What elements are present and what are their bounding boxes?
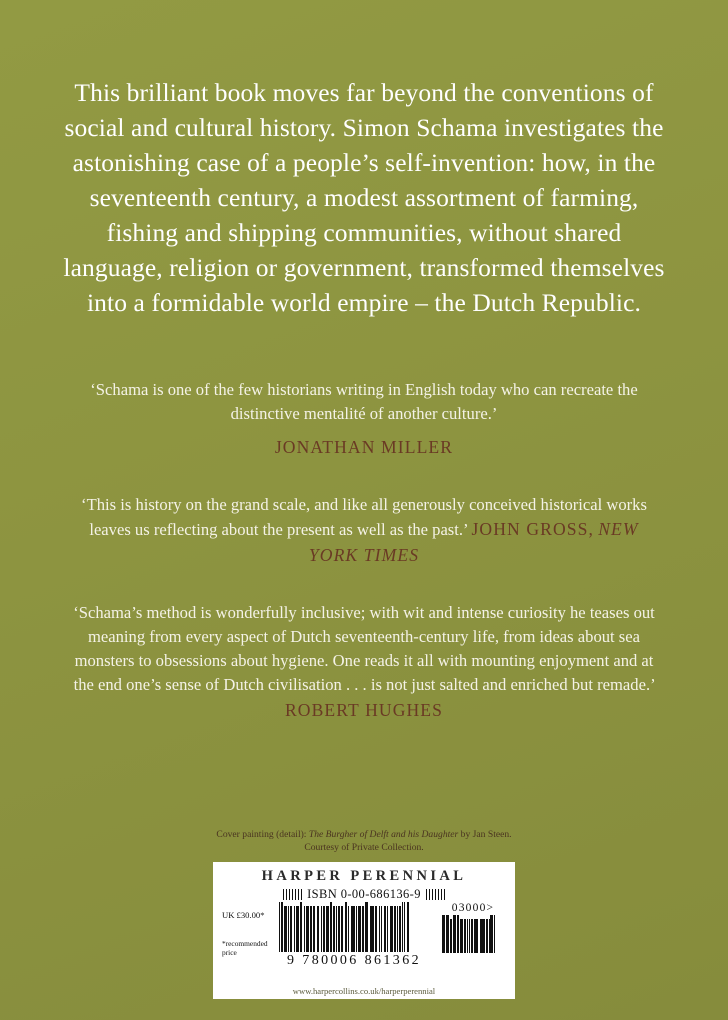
review-text: ‘Schama’s method is wonderfully inclusive; with wit and intense curiosity he teases out meaning from every aspect of Dutch seventeenth-century life, from ideas about sea monsters to obsessions about hygiene. One reads it all with mounting enjoyment and at the end one’s sense of Dutch civilisation . . . is not just salted and enriched but remade.’ — [73, 602, 655, 695]
ean-addon-bars — [442, 915, 504, 953]
cover-credit-prefix: Cover painting (detail): — [216, 829, 309, 840]
review-quote — [66, 378, 662, 461]
review-quote — [66, 493, 662, 569]
price-label: UK £30.00* — [222, 910, 265, 920]
blurb-text: This brilliant book moves far beyond the conventions of social and cultural history. Simon Schama investigates the astonishing case of a people’s self-invention: how, in the seventeenth century, a modest assortment of farming, fishing and shipping communities, without shared language, religion or government, transformed themselves into a formidable world empire – the Dutch Republic. — [63, 78, 665, 317]
cover-credit-suffix: by Jan Steen. — [458, 829, 512, 840]
isbn-text: ISBN 0-00-686136-9 — [307, 887, 421, 901]
ean-addon-barcode — [442, 902, 504, 953]
cover-painting-title: The Burgher of Delft and his Daughter — [308, 829, 459, 840]
review-attribution: JOHN GROSS, — [471, 519, 595, 540]
price-note: *recommended price — [222, 938, 268, 957]
cover-credit-line-1 — [0, 829, 728, 842]
ean-addon-digits: 03000> — [451, 902, 495, 914]
isbn-bars-right — [426, 889, 445, 900]
review-text: ‘This is history on the grand scale, and like all generously conceived historical works leaves us reflecting about the present as well as the past.’ — [81, 495, 647, 540]
isbn-row — [213, 887, 515, 902]
publisher-url[interactable]: www.harpercollins.co.uk/harperperennial — [292, 986, 436, 996]
reviews-section — [66, 378, 662, 744]
ean-bars — [279, 902, 429, 952]
ean-digits: 9 780006 861362 — [287, 953, 421, 968]
isbn-bars-left — [283, 889, 302, 900]
price-column — [222, 910, 284, 957]
review-attribution-source: NEW YORK TIMES — [308, 519, 639, 565]
cover-credit — [0, 829, 728, 855]
cover-credit-line-2: Courtesy of Private Collection. — [304, 841, 424, 853]
ean-barcode — [279, 902, 429, 969]
publisher-imprint: HARPER PERENNIAL — [261, 868, 467, 884]
barcode-block — [213, 862, 515, 999]
review-attribution: ROBERT HUGHES — [284, 699, 444, 720]
review-quote — [66, 601, 662, 724]
review-text: ‘Schama is one of the few historians writing in English today who can recreate the distinctive mentalité of another culture.’ — [90, 380, 638, 424]
review-attribution: JONATHAN MILLER — [274, 437, 454, 458]
